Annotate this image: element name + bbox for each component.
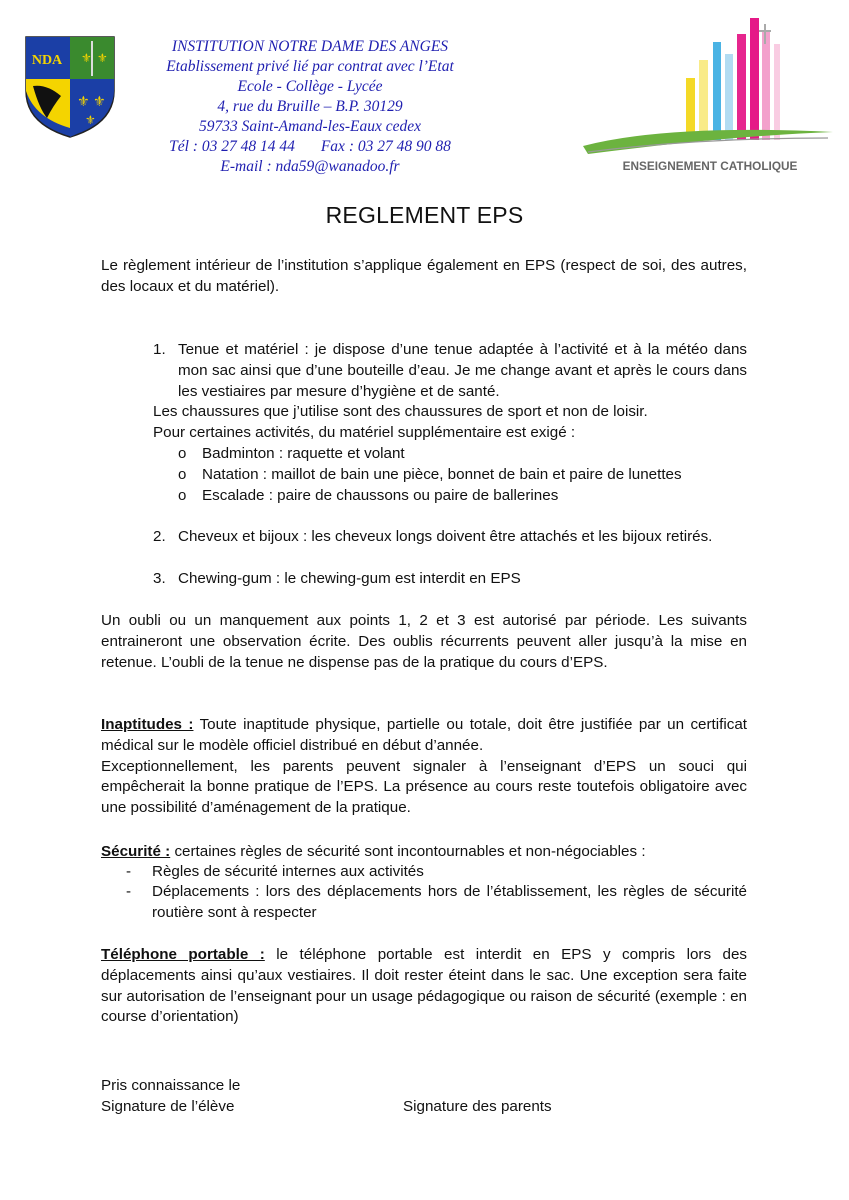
bullet-icon: o [178,445,187,462]
svg-text:⚜: ⚜ [97,51,108,65]
school-crest-logo [25,36,115,138]
dash-icon: - [126,863,132,880]
inaptitudes-text-2: Exceptionnellement, les parents peuvent signaler à l’enseignant d’EPS un souci qui empêcherait la bonne pratique de l’EPS. La présence au cours reste toutefois obligatoire avec une possibilité d’aménagement de la pratique. [101,757,747,817]
inaptitudes-text: Toute inaptitude physique, partielle ou totale, doit être justifiée par un certificat médical sur le modèle officiel distribué en début d’année. [101,716,748,754]
item-2-text: Cheveux et bijoux : les cheveux longs doivent être attachés et les bijoux retirés. [178,528,713,545]
school-street: 4, rue du Bruille – B.P. 30129 [217,98,403,115]
extra-equipment-intro: Pour certaines activités, du matériel supplémentaire est exigé : [153,424,576,441]
school-name: INSTITUTION NOTRE DAME DES ANGES [171,38,449,55]
svg-text:⚜: ⚜ [77,93,90,109]
school-city: 59733 Saint-Amand-les-Eaux cedex [198,118,422,135]
school-phone: Tél : 03 27 48 14 44 [169,138,295,155]
svg-text:⚜: ⚜ [81,51,92,65]
bullet-icon: o [178,487,187,504]
sub-item-natation: Natation : maillot de bain une pièce, bonnet de bain et paire de lunettes [202,466,682,483]
enseignement-catholique-logo [578,14,838,174]
page-title: REGLEMENT EPS [325,202,524,228]
signature-eleve: Signature de l’élève [101,1098,235,1115]
telephone-section [101,945,747,1028]
securite-text: certaines règles de sécurité sont incontournables et non-négociables : [170,843,646,860]
sub-item-escalade: Escalade : paire de chaussons ou paire de ballerines [202,487,559,504]
item-2-number: 2. [153,528,166,545]
logo-caption: ENSEIGNEMENT CATHOLIQUE [622,159,798,173]
school-levels: Ecole - Collège - Lycée [237,78,383,95]
item-3-number: 3. [153,570,166,587]
securite-label: Sécurité : [101,843,171,860]
school-status: Etablissement privé lié par contrat avec l’Etat [166,58,454,75]
inaptitudes-section [101,715,747,819]
svg-text:⚜: ⚜ [85,113,96,127]
signature-parents: Signature des parents [403,1098,552,1115]
intro-paragraph: Le règlement intérieur de l’institution s’applique également en EPS (respect de soi, des autres, des locaux et du matériel). [101,257,747,295]
school-address-block [120,37,500,177]
pris-connaissance: Pris connaissance le [101,1077,241,1094]
securite-section [101,842,747,863]
securite-item-2: Déplacements : lors des déplacements hors de l’établissement, les règles de sécurité routière sont à respecter [152,883,747,921]
bullet-icon: o [178,466,187,483]
oubli-paragraph: Un oubli ou un manquement aux points 1, 2 et 3 est autorisé par période. Les suivants entraineront une observation écrite. Des oublis récurrents peuvent aller jusqu’à la mise en retenue. L’oubli de la tenue ne dispense pas de la pratique du cours d’EPS. [101,612,747,671]
telephone-text: le téléphone portable est interdit en EPS y compris lors des déplacements ainsi qu’aux vestiaires. Il doit rester éteint dans le sac. Une exception sera faite sur autorisation de l’enseignant pour un usage pédagogique ou raison de sécurité (exemple : en course d’orientation) [101,946,747,1026]
item-1-number: 1. [153,341,166,358]
item-1-text: Tenue et matériel : je dispose d’une tenue adaptée à l’activité et à la météo dans mon sac ainsi que d’une bouteille d’eau. Je me change avant et après le cours dans les vestiaires par mesure d’hygiène et de santé. [178,341,747,400]
crest-letters: NDA [31,53,63,68]
svg-text:⚜: ⚜ [93,93,106,109]
inaptitudes-label: Inaptitudes : [101,716,194,733]
securite-item-1: Règles de sécurité internes aux activités [152,863,424,880]
telephone-label: Téléphone portable : [101,946,265,963]
shoes-rule: Les chaussures que j’utilise sont des chaussures de sport et non de loisir. [153,403,648,420]
dash-icon: - [126,883,132,900]
school-email: E-mail : nda59@wanadoo.fr [220,158,400,175]
item-3-text: Chewing-gum : le chewing-gum est interdit en EPS [178,570,521,587]
school-fax: Fax : 03 27 48 90 88 [320,138,451,155]
sub-item-badminton: Badminton : raquette et volant [202,445,405,462]
